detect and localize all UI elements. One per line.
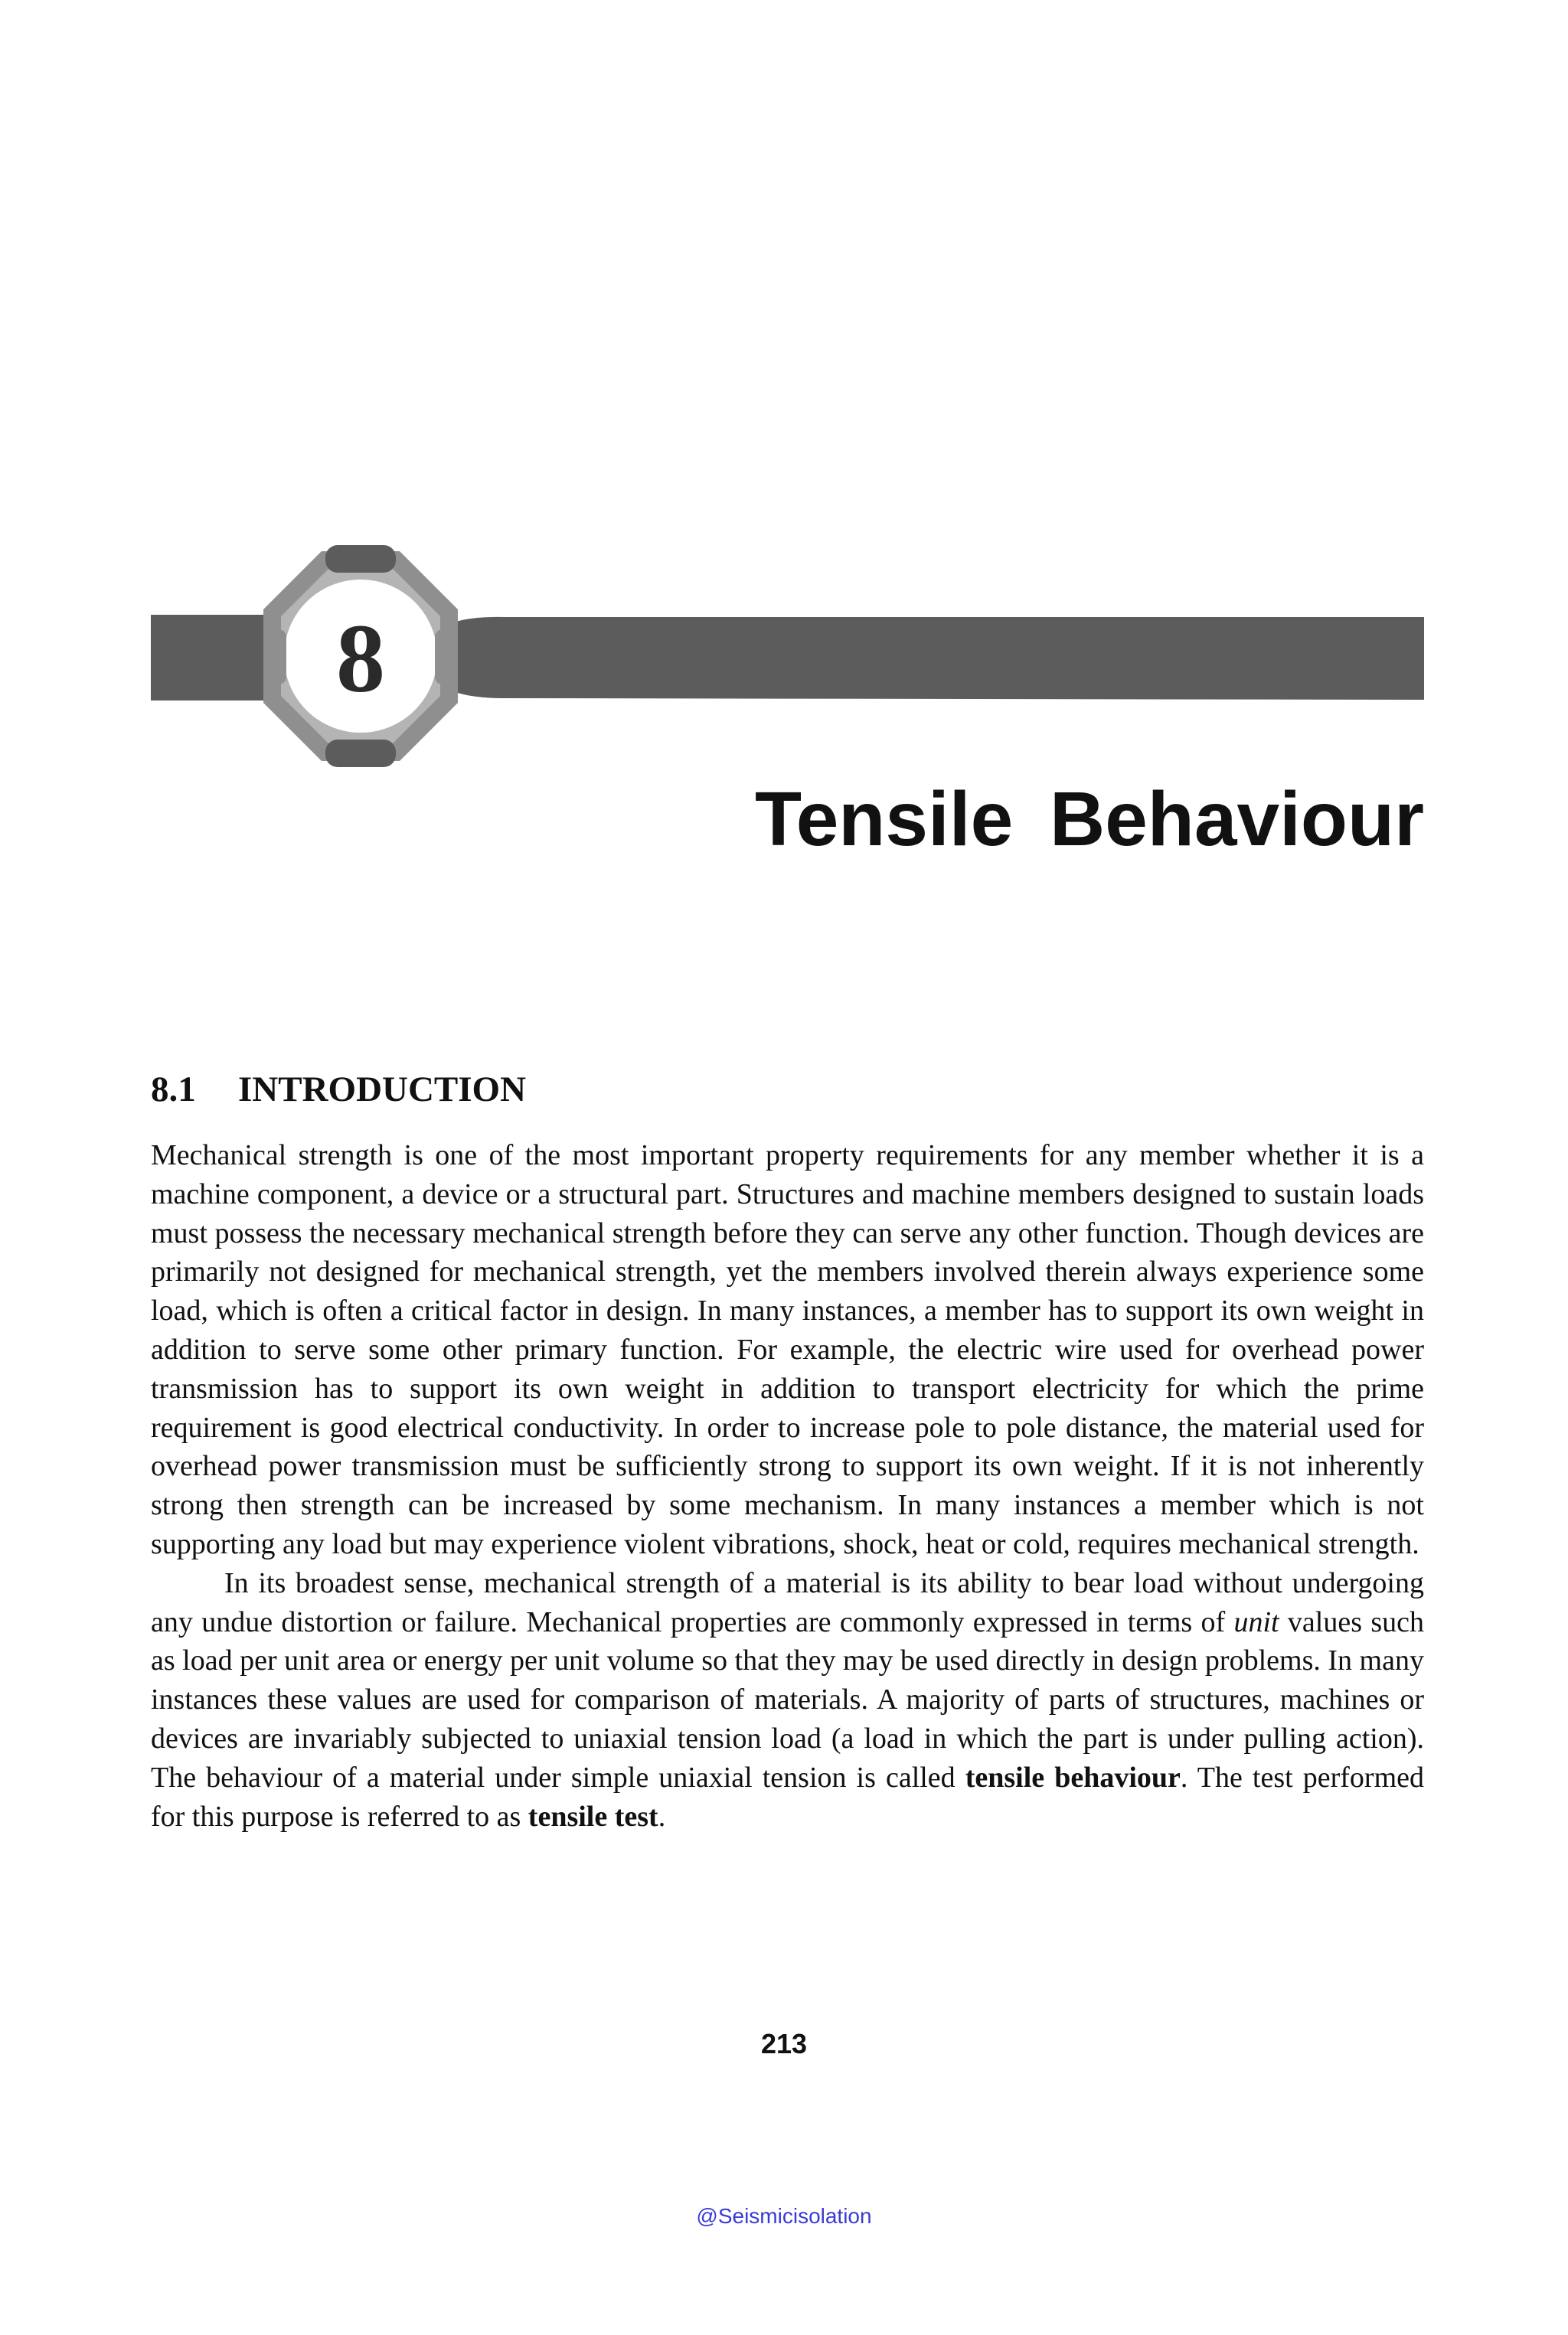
paragraph-2 bbox=[151, 1564, 1424, 1837]
emphasis-unit: unit bbox=[1233, 1605, 1279, 1638]
term-tensile-test: tensile test bbox=[528, 1800, 658, 1833]
banner-bar-right bbox=[449, 617, 1424, 700]
paragraph-1: Mechanical strength is one of the most important property requirements for any member whether it is a machine component, a device or a structural part. Structures and machine members designed to sustain loads must possess the necessary mechanical strength before they can serve any other function. Though devices are primarily not designed for mechanical strength, yet the members involved therein always experience some load, which is often a critical factor in design. In many instances, a member has to support its own weight in addition to serve some other primary function. For example, the electric wire used for overhead power transmission has to support its own weight in addition to transport electricity for which the prime requirement is good electrical conductivity. In order to increase pole to pole distance, the material used for overhead power transmission must be sufficiently strong to support its own weight. If it is not inherently strong then strength can be increased by some mechanism. In many instances a member which is not supporting any load but may experience violent vibrations, shock, heat or cold, requires mechanical strength. bbox=[151, 1139, 1424, 1560]
paragraph-2-text-3: . The test performed for this purpose is referred to as bbox=[151, 1761, 1424, 1833]
section-heading bbox=[151, 1066, 526, 1112]
chapter-title: Tensile Behaviour bbox=[755, 776, 1424, 862]
badge-tab-top bbox=[325, 545, 396, 573]
paragraph-2-text-2: values such as load per unit area or energy per unit volume so that they may be used directly in design problems. In many instances these values are used for comparison of materials. A majority of parts of structures, machines or devices are invariably subjected to uniaxial tension load (a load in which the part is under pulling action). The behaviour of a material under simple uniaxial tension is called bbox=[151, 1605, 1424, 1794]
paragraph-2-text-4: . bbox=[658, 1800, 666, 1833]
badge-notch-left bbox=[268, 629, 286, 684]
chapter-banner bbox=[0, 0, 1568, 842]
term-tensile-behaviour: tensile behaviour bbox=[965, 1761, 1181, 1794]
badge-notch-right bbox=[435, 629, 453, 684]
paragraph-2-text-1: In its broadest sense, mechanical strength of a material is its ability to bear load without undergoing any undue distortion or failure. Mechanical properties are commonly expressed in terms of bbox=[151, 1566, 1424, 1638]
section-number: 8.1 bbox=[151, 1070, 196, 1109]
watermark: @Seismicisolation bbox=[696, 2204, 872, 2228]
chapter-number: 8 bbox=[336, 604, 385, 713]
badge-tab-bottom bbox=[325, 740, 396, 767]
section-title: INTRODUCTION bbox=[238, 1070, 527, 1109]
page-number: 213 bbox=[760, 2028, 808, 2059]
body-text bbox=[151, 1136, 1424, 1836]
